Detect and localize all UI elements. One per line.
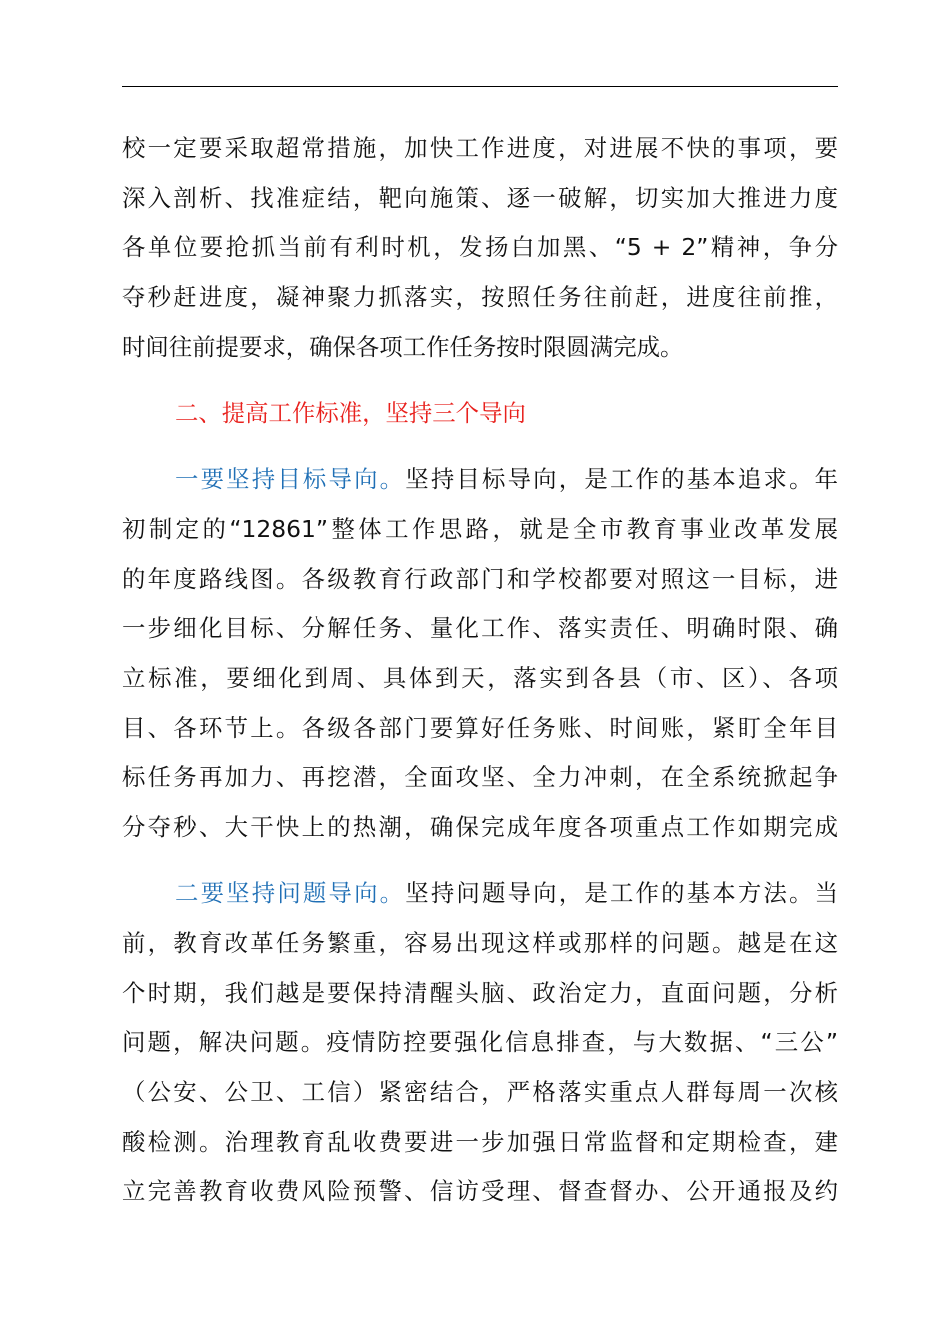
paragraph-2-line: 一步细化目标、分解任务、量化工作、落实责任、明确时限、确 [122,614,838,642]
paragraph-1-line: 校一定要采取超常措施，加快工作进度，对进展不快的事项，要 [122,134,838,162]
paragraph-3-line: 立完善教育收费风险预警、信访受理、督查督办、公开通报及约 [122,1177,838,1205]
paragraph-1-line: 时间往前提要求，确保各项工作任务按时限圆满完成。 [122,333,684,361]
paragraph-2-line: 初制定的“12861”整体工作思路，就是全市教育事业改革发展 [122,515,838,543]
paragraph-1-line: 深入剖析、找准症结，靶向施策、逐一破解，切实加大推进力度 [122,184,838,212]
paragraph-2-first-line-text: 坚持目标导向，是工作的基本追求。年 [405,465,839,493]
paragraph-3-first-line-text: 坚持问题导向，是工作的基本方法。当 [405,879,839,907]
paragraph-3-line: 问题，解决问题。疫情防控要强化信息排查，与大数据、“三公” [122,1028,838,1056]
paragraph-1-line: 各单位要抢抓当前有利时机，发扬白加黑、“5 + 2”精神，争分 [122,233,838,261]
paragraph-2-line: 立标准，要细化到周、具体到天，落实到各县（市、区）、各项 [122,664,838,692]
paragraph-2-line: 分夺秒、大干快上的热潮，确保完成年度各项重点工作如期完成 [122,813,838,841]
paragraph-1-line: 夺秒赶进度，凝神聚力抓落实，按照任务往前赶，进度往前推， [122,283,838,311]
paragraph-2-lead: 一要坚持目标导向。 [175,465,406,493]
paragraph-3-line: 个时期，我们越是要保持清醒头脑、政治定力，直面问题，分析 [122,979,838,1007]
paragraph-3-line: 酸检测。治理教育乱收费要进一步加强日常监督和定期检查，建 [122,1128,838,1156]
paragraph-3-line: 前，教育改革任务繁重，容易出现这样或那样的问题。越是在这 [122,929,838,957]
paragraph-2-line: 目、各环节上。各级各部门要算好任务账、时间账，紧盯全年目 [122,714,838,742]
header-rule [122,86,838,87]
paragraph-2-line: 标任务再加力、再挖潜，全面攻坚、全力冲刺，在全系统掀起争 [122,763,838,791]
section-heading: 二、提高工作标准，坚持三个导向 [175,399,526,427]
paragraph-3-lead: 二要坚持问题导向。 [175,879,406,907]
paragraph-2-first-line [175,462,838,496]
paragraph-3-first-line [175,876,838,910]
paragraph-3-line: （公安、公卫、工信）紧密结合，严格落实重点人群每周一次核 [122,1078,838,1106]
paragraph-2-line: 的年度路线图。各级教育行政部门和学校都要对照这一目标，进 [122,565,838,593]
